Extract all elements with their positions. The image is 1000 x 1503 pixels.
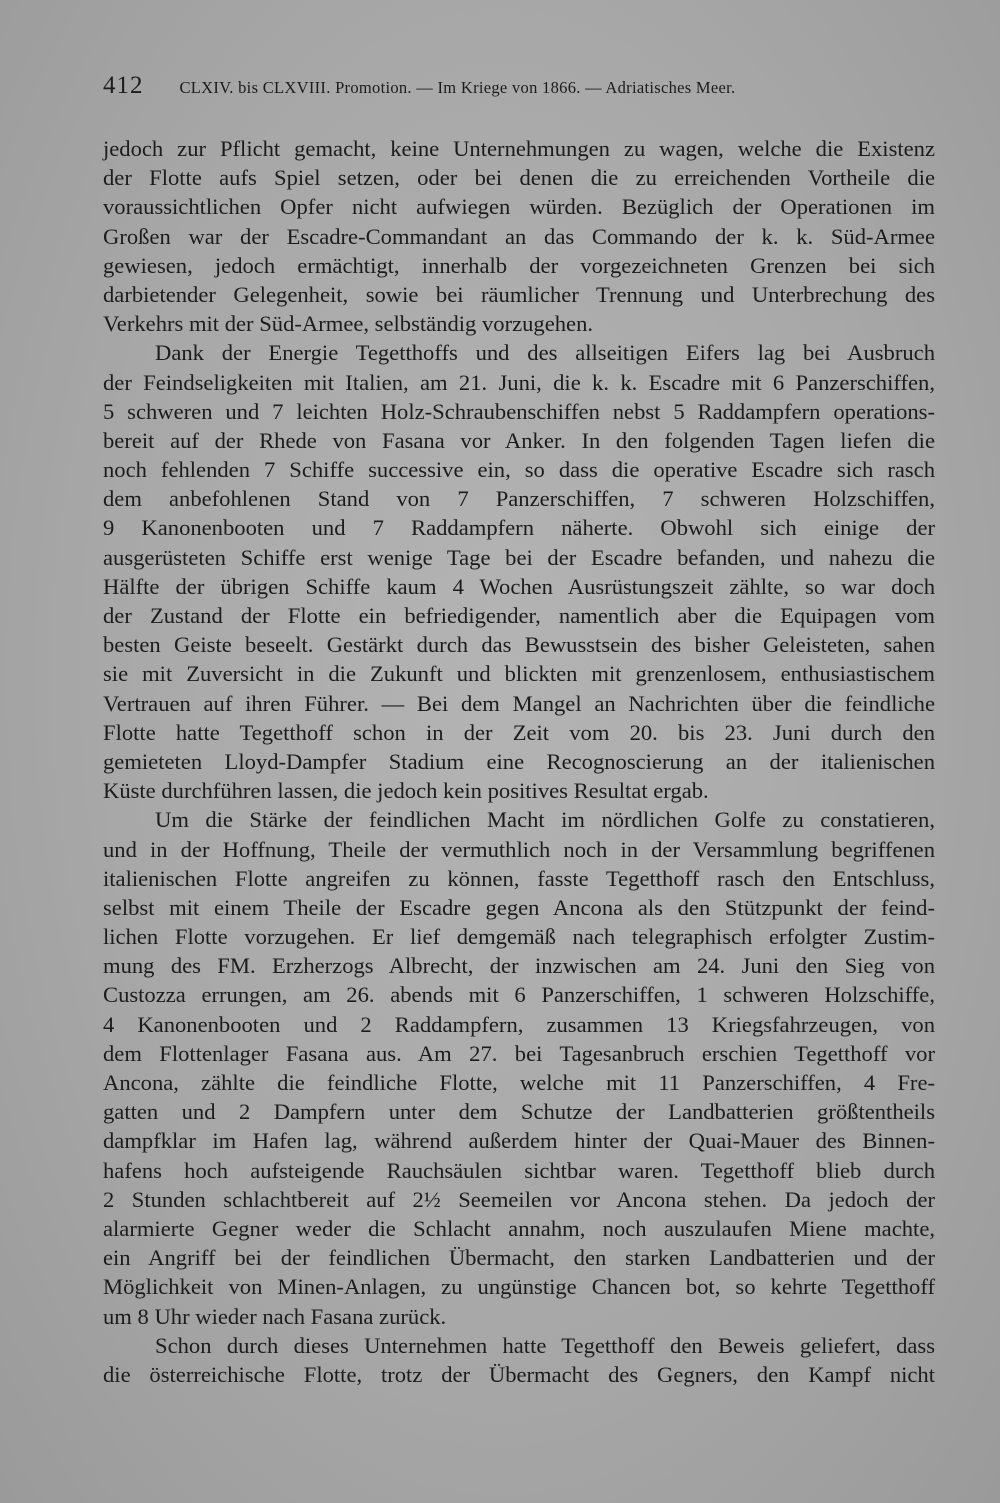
text-line: dem Flottenlager Fasana aus. Am 27. bei Tagesanbruch erschien Tegetthoff vor — [103, 1040, 935, 1066]
text-line: 9 Kanonenbooten und 7 Raddampfern näherte. Obwohl sich einige der — [103, 515, 935, 541]
text-line: ein Angriff bei der feindlichen Übermacht, den starken Landbatterien und der — [103, 1245, 935, 1271]
page-number: 412 — [103, 72, 144, 99]
text-line: Schon durch dieses Unternehmen hatte Tegetthoff den Beweis geliefert, dass — [155, 1332, 935, 1358]
text-line: der Flotte aufs Spiel setzen, oder bei denen die zu erreichenden Vortheile die — [103, 165, 935, 191]
text-line: voraussichtlichen Opfer nicht aufwiegen würden. Bezüglich der Operationen im — [103, 194, 935, 220]
text-line: Verkehrs mit der Süd-Armee, selbständig vorzugehen. — [103, 311, 594, 337]
text-line: Küste durchführen lassen, die jedoch kein positives Resultat ergab. — [103, 778, 709, 804]
text-line: Möglichkeit von Minen-Anlagen, zu ungünstige Chancen bot, so kehrte Tegetthoff — [103, 1274, 935, 1300]
text-line: gatten und 2 Dampfern unter dem Schutze der Landbatterien größtentheils — [103, 1099, 935, 1125]
text-line: selbst mit einem Theile der Escadre gegen Ancona als den Stützpunkt der feind- — [103, 894, 935, 920]
text-line: der Zustand der Flotte ein befriedigender, namentlich aber die Equipagen vom — [103, 603, 935, 628]
running-title: CLXIV. bis CLXVIII. Promotion. — Im Kriege von 1866. — Adriatisches Meer. — [179, 78, 736, 97]
text-line: dampfklar im Hafen lag, während außerdem hinter der Quai-Mauer des Binnen- — [103, 1128, 935, 1154]
text-line: alarmierte Gegner weder die Schlacht annahm, noch auszulaufen Miene machte, — [103, 1215, 935, 1241]
text-line: der Feindseligkeiten mit Italien, am 21. Juni, die k. k. Escadre mit 6 Panzerschiffen, — [103, 369, 935, 395]
text-line: 5 schweren und 7 leichten Holz-Schraubenschiffen nebst 5 Raddampfern operations- — [103, 398, 935, 424]
text-line: und in der Hoffnung, Theile der vermuthlich noch in der Versammlung begriffenen — [103, 836, 935, 862]
text-line: lichen Flotte vorzugehen. Er lief demgemäß nach telegraphisch erfolgter Zustim- — [103, 924, 935, 950]
text-line: darbietender Gelegenheit, sowie bei räumlicher Trennung und Unterbrechung des — [103, 281, 935, 307]
text-line: Custozza errungen, am 26. abends mit 6 Panzerschiffen, 1 schweren Holzschiffe, — [103, 982, 935, 1008]
page-header — [103, 72, 838, 106]
text-line: dem anbefohlenen Stand von 7 Panzerschiffen, 7 schweren Holzschiffen, — [103, 486, 935, 512]
text-line: jedoch zur Pflicht gemacht, keine Unternehmungen zu wagen, welche die Existenz — [103, 136, 935, 161]
text-line: 2 Stunden schlachtbereit auf 2½ Seemeilen vor Ancona stehen. Da jedoch der — [103, 1186, 935, 1212]
text-line: Dank der Energie Tegetthoffs und des allseitigen Eifers lag bei Ausbruch — [155, 340, 935, 366]
text-line: Um die Stärke der feindlichen Macht im nördlichen Golfe zu constatieren, — [155, 807, 935, 833]
text-line: Großen war der Escadre-Commandant an das Commando der k. k. Süd-Armee — [103, 223, 935, 249]
text-line: italienischen Flotte angreifen zu können, fasste Tegetthoff rasch den Entschluss, — [103, 865, 935, 891]
text-line: Ancona, zählte die feindliche Flotte, welche mit 11 Panzerschiffen, 4 Fre- — [103, 1070, 935, 1095]
text-line: Flotte hatte Tegetthoff schon in der Zeit vom 20. bis 23. Juni durch den — [103, 719, 935, 745]
text-line: gewiesen, jedoch ermächtigt, innerhalb der vorgezeichneten Grenzen bei sich — [103, 252, 935, 278]
text-line: ausgerüsteten Schiffe erst wenige Tage bei der Escadre befanden, und nahezu die — [103, 544, 935, 570]
text-line: um 8 Uhr wieder nach Fasana zurück. — [103, 1303, 447, 1329]
body-text — [103, 134, 935, 1389]
text-line: 4 Kanonenbooten und 2 Raddampfern, zusammen 13 Kriegsfahrzeugen, von — [103, 1011, 935, 1037]
text-line: mung des FM. Erzherzogs Albrecht, der inzwischen am 24. Juni den Sieg von — [103, 953, 935, 979]
text-line: Vertrauen auf ihren Führer. — Bei dem Mangel an Nachrichten über die feindliche — [103, 690, 935, 716]
text-line: hafens hoch aufsteigende Rauchsäulen sichtbar waren. Tegetthoff blieb durch — [103, 1157, 935, 1183]
text-line: bereit auf der Rhede von Fasana vor Anker. In den folgenden Tagen liefen die — [103, 427, 935, 453]
text-line: besten Geiste beseelt. Gestärkt durch das Bewusstsein des bisher Geleisteten, sahen — [103, 632, 935, 658]
text-line: gemieteten Lloyd-Dampfer Stadium eine Recognoscierung an der italienischen — [103, 748, 935, 774]
text-line: noch fehlenden 7 Schiffe successive ein, so dass die operative Escadre sich rasch — [103, 457, 935, 483]
text-line: sie mit Zuversicht in die Zukunft und blickten mit grenzenlosem, enthusiastischem — [103, 661, 935, 687]
text-line: die österreichische Flotte, trotz der Übermacht des Gegners, den Kampf nicht — [103, 1361, 935, 1387]
text-line: Hälfte der übrigen Schiffe kaum 4 Wochen Ausrüstungszeit zählte, so war doch — [103, 573, 935, 599]
